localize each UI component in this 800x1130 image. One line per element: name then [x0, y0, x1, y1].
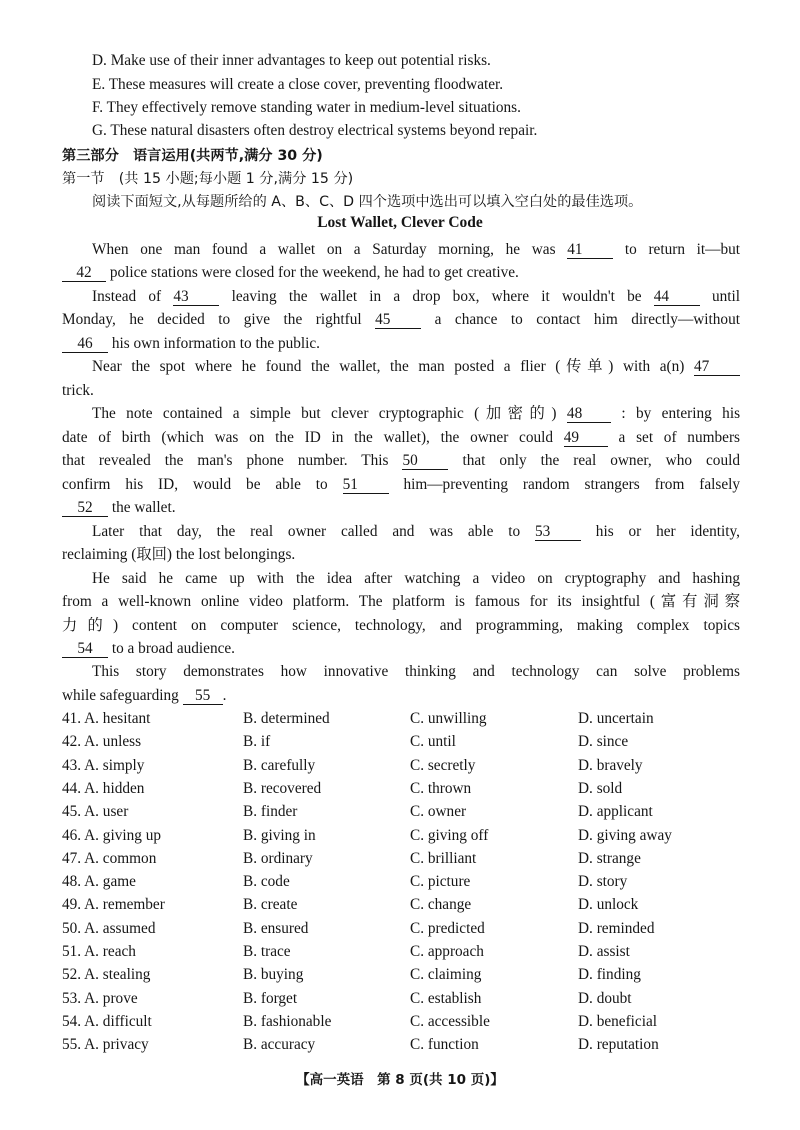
p4-line4: confirm his ID, would be able to 51 him—preventing random strangers from falsely	[62, 476, 741, 493]
question-option[interactable]	[62, 1011, 152, 1033]
question-option[interactable]	[578, 918, 654, 940]
option-text: A. user	[84, 803, 129, 821]
option-text: B. buying	[243, 966, 304, 984]
blank-48: 48	[567, 406, 611, 423]
p5-line1: Later that day, the real owner called and was able to 53 his or her identity,	[92, 523, 740, 540]
question-option[interactable]	[578, 848, 641, 870]
blank-42: 42	[62, 265, 106, 282]
question-number: 46.	[62, 826, 82, 844]
option-text: D. applicant	[578, 803, 653, 821]
p7-line2: while safeguarding 55 .	[62, 687, 227, 704]
question-row	[62, 755, 762, 777]
option-text: B. create	[243, 896, 298, 914]
option-text: B. carefully	[243, 756, 316, 774]
option-text: C. change	[410, 896, 472, 914]
question-row	[62, 731, 762, 753]
p7-line1: This story demonstrates how innovative thinking and technology can solve problems	[92, 663, 740, 680]
question-option[interactable]	[243, 731, 270, 753]
question-option[interactable]	[243, 894, 297, 916]
p6-line1: He said he came up with the idea after watching a video on cryptography and hashing	[92, 570, 740, 587]
option-text: A. hidden	[84, 779, 145, 797]
question-option[interactable]	[410, 964, 481, 986]
question-number: 42.	[62, 733, 82, 751]
option-text: C. claiming	[410, 966, 482, 984]
blank-54: 54	[62, 641, 108, 658]
question-option[interactable]	[62, 941, 136, 963]
option-text: D. giving away	[578, 826, 672, 844]
question-option[interactable]	[578, 964, 641, 986]
question-option[interactable]	[243, 708, 330, 730]
question-row	[62, 894, 762, 916]
blank-44: 44	[654, 289, 700, 306]
question-option[interactable]	[62, 894, 165, 916]
blank-43: 43	[173, 289, 219, 306]
question-option[interactable]	[410, 871, 470, 893]
p1-line1: When one man found a wallet on a Saturday morning, he was 41 to return it—but	[92, 241, 740, 258]
question-option[interactable]	[243, 801, 297, 823]
blank-46: 46	[62, 336, 108, 353]
p2-line3: 46 his own information to the public.	[62, 333, 740, 355]
option-text: C. picture	[410, 873, 471, 891]
question-row	[62, 825, 762, 847]
p5-line2: reclaiming (取回) the lost belongings.	[62, 546, 296, 563]
question-option[interactable]	[62, 848, 156, 870]
p6-line2: from a well-known online video platform. The platform is famous for its insightful (富有洞察	[62, 593, 740, 610]
question-option[interactable]	[243, 1011, 331, 1033]
passage-title: Lost Wallet, Clever Code	[317, 214, 483, 231]
option-text: D. assist	[578, 943, 630, 960]
question-number: 52.	[62, 966, 82, 984]
blank-52: 52	[62, 500, 108, 517]
question-number: 41.	[62, 710, 82, 727]
blank-51: 51	[343, 477, 389, 494]
question-option[interactable]	[410, 731, 456, 753]
p3-line2: trick.	[62, 382, 94, 399]
option-text: A. difficult	[84, 1012, 152, 1030]
question-option[interactable]	[62, 918, 156, 940]
question-option[interactable]	[62, 778, 144, 800]
question-option[interactable]	[578, 1011, 657, 1033]
question-option[interactable]	[578, 894, 638, 916]
question-option[interactable]	[62, 988, 138, 1010]
question-number: 55.	[62, 1036, 82, 1054]
option-text: C. predicted	[410, 919, 485, 937]
question-number: 44.	[62, 779, 82, 797]
option-text: B. giving in	[243, 826, 316, 844]
blank-49: 49	[564, 430, 608, 447]
question-option[interactable]	[410, 1034, 479, 1056]
part-heading: 第三部分 语言运用(共两节,满分 30 分)	[62, 148, 323, 164]
question-row	[62, 708, 762, 730]
question-option[interactable]	[578, 755, 643, 777]
option-text: C. until	[410, 733, 456, 751]
question-option[interactable]	[62, 964, 150, 986]
option-text: C. secretly	[410, 756, 476, 774]
question-option[interactable]	[243, 941, 291, 963]
option-text: B. accuracy	[243, 1036, 316, 1054]
question-number: 47.	[62, 849, 82, 867]
question-number: 43.	[62, 756, 82, 774]
question-option[interactable]	[410, 1011, 490, 1033]
question-option[interactable]	[243, 918, 308, 940]
p6-line4: 54 to a broad audience.	[62, 638, 740, 660]
question-option[interactable]	[578, 871, 627, 893]
question-option[interactable]	[62, 801, 128, 823]
question-option[interactable]	[243, 848, 313, 870]
question-option[interactable]	[410, 918, 485, 940]
question-row	[62, 988, 762, 1010]
p4-line1: The note contained a simple but clever cryptographic (加密的) 48 : by entering his	[92, 405, 741, 422]
question-option[interactable]	[62, 708, 150, 730]
question-option[interactable]	[410, 708, 487, 730]
question-option[interactable]	[410, 801, 466, 823]
option-text: C. accessible	[410, 1012, 490, 1030]
option-text: C. unwilling	[410, 710, 487, 727]
option-text: B. recovered	[243, 779, 322, 797]
option-text: A. common	[84, 849, 157, 867]
question-option[interactable]	[410, 755, 475, 777]
p3-line1: Near the spot where he found the wallet, the man posted a flier (传单) with a(n) 47	[92, 356, 740, 378]
option-text: B. fashionable	[243, 1012, 332, 1030]
question-option[interactable]	[243, 871, 290, 893]
question-option[interactable]	[578, 825, 672, 847]
question-option[interactable]	[410, 988, 481, 1010]
question-option[interactable]	[578, 941, 630, 963]
blank-53: 53	[535, 524, 581, 541]
question-option[interactable]	[578, 708, 654, 730]
option-text: A. remember	[84, 896, 165, 914]
subsection-heading: 第一节 (共 15 小题;每小题 1 分,满分 15 分)	[62, 171, 354, 187]
option-text: C. giving off	[410, 826, 489, 844]
option-text: B. code	[243, 873, 290, 891]
question-option[interactable]	[243, 825, 316, 847]
option-text: D. unlock	[578, 896, 639, 914]
p2-line2: Monday, he decided to give the rightful 45 a chance to contact him directly—without	[62, 311, 740, 328]
option-text: B. finder	[243, 803, 298, 821]
option-text: D. since	[578, 733, 629, 751]
page-footer: 【高一英语 第 8 页(共 10 页)】	[296, 1072, 504, 1088]
question-option[interactable]	[410, 941, 484, 963]
question-option[interactable]	[578, 778, 622, 800]
question-row	[62, 778, 762, 800]
question-row	[62, 871, 762, 893]
option-text: D. reminded	[578, 919, 655, 937]
option-text: B. ensured	[243, 919, 309, 937]
option-text: A. prove	[84, 989, 138, 1007]
option-text: A. simply	[84, 756, 145, 774]
option-text: A. hesitant	[84, 710, 151, 727]
option-text: C. approach	[410, 943, 484, 960]
option-text: D. bravely	[578, 756, 643, 774]
question-option[interactable]	[243, 964, 303, 986]
prev-option-g: G. These natural disasters often destroy electrical systems beyond repair.	[92, 122, 538, 139]
question-number: 50.	[62, 919, 82, 937]
option-text: B. trace	[243, 943, 291, 960]
option-text: A. stealing	[84, 966, 151, 984]
option-text: C. owner	[410, 803, 467, 821]
blank-55: 55	[183, 688, 223, 705]
option-text: A. privacy	[84, 1036, 149, 1054]
option-text: B. forget	[243, 989, 298, 1007]
option-text: C. brilliant	[410, 849, 477, 867]
option-text: B. ordinary	[243, 849, 313, 867]
question-option[interactable]	[62, 1034, 149, 1056]
blank-47: 47	[694, 359, 740, 376]
option-text: D. beneficial	[578, 1012, 657, 1030]
option-text: D. reputation	[578, 1036, 659, 1054]
blank-41: 41	[567, 242, 613, 259]
option-text: A. game	[84, 873, 136, 891]
question-row	[62, 964, 762, 986]
question-number: 48.	[62, 873, 82, 891]
question-option[interactable]	[243, 755, 315, 777]
question-option[interactable]	[578, 1034, 659, 1056]
p6-line3: 力的) content on computer science, technology, and programming, making complex topics	[62, 617, 740, 634]
option-text: D. doubt	[578, 989, 632, 1007]
question-row	[62, 1034, 762, 1056]
option-text: B. determined	[243, 710, 330, 727]
question-number: 53.	[62, 989, 82, 1007]
prev-option-f: F. They effectively remove standing water in medium-level situations.	[92, 99, 521, 116]
question-option[interactable]	[410, 894, 471, 916]
question-option[interactable]	[243, 1034, 315, 1056]
prev-option-e: E. These measures will create a close cover, preventing floodwater.	[92, 76, 504, 93]
option-text: A. reach	[84, 943, 136, 960]
p1-line2: 42 police stations were closed for the weekend, he had to get creative.	[62, 262, 740, 284]
question-number: 45.	[62, 803, 82, 821]
p4-line3: that revealed the man's phone number. This 50 that only the real owner, who could	[62, 452, 740, 469]
question-row	[62, 848, 762, 870]
option-text: C. establish	[410, 989, 482, 1007]
blank-45: 45	[375, 312, 421, 329]
question-option[interactable]	[578, 731, 628, 753]
p2-line1: Instead of 43 leaving the wallet in a drop box, where it wouldn't be 44 until	[92, 288, 740, 305]
option-text: D. finding	[578, 966, 641, 984]
question-option[interactable]	[62, 731, 141, 753]
option-text: A. unless	[84, 733, 142, 751]
question-row	[62, 801, 762, 823]
question-option[interactable]	[62, 871, 136, 893]
question-option[interactable]	[410, 825, 488, 847]
question-row	[62, 941, 762, 963]
question-option[interactable]	[578, 988, 632, 1010]
option-text: C. function	[410, 1036, 479, 1054]
question-option[interactable]	[62, 755, 144, 777]
p4-line2: date of birth (which was on the ID in the wallet), the owner could 49 a set of numbers	[62, 429, 740, 446]
option-text: A. giving up	[84, 826, 162, 844]
instruction: 阅读下面短文,从每题所给的 A、B、C、D 四个选项中选出可以填入空白处的最佳选项。	[92, 194, 643, 210]
question-option[interactable]	[62, 825, 161, 847]
question-option[interactable]	[410, 848, 476, 870]
question-number: 54.	[62, 1012, 82, 1030]
option-text: D. strange	[578, 849, 641, 867]
question-number: 49.	[62, 896, 82, 914]
option-text: D. uncertain	[578, 710, 654, 727]
question-number: 51.	[62, 943, 82, 960]
question-row	[62, 918, 762, 940]
option-text: A. assumed	[84, 919, 156, 937]
question-row	[62, 1011, 762, 1033]
question-option[interactable]	[410, 778, 471, 800]
p4-line5: 52 the wallet.	[62, 497, 740, 519]
question-option[interactable]	[243, 778, 321, 800]
prev-option-d: D. Make use of their inner advantages to keep out potential risks.	[92, 52, 491, 69]
option-text: B. if	[243, 733, 271, 751]
question-option[interactable]	[578, 801, 653, 823]
option-text: C. thrown	[410, 779, 472, 797]
option-text: D. story	[578, 873, 628, 891]
blank-50: 50	[402, 453, 448, 470]
option-text: D. sold	[578, 779, 623, 797]
question-option[interactable]	[243, 988, 297, 1010]
